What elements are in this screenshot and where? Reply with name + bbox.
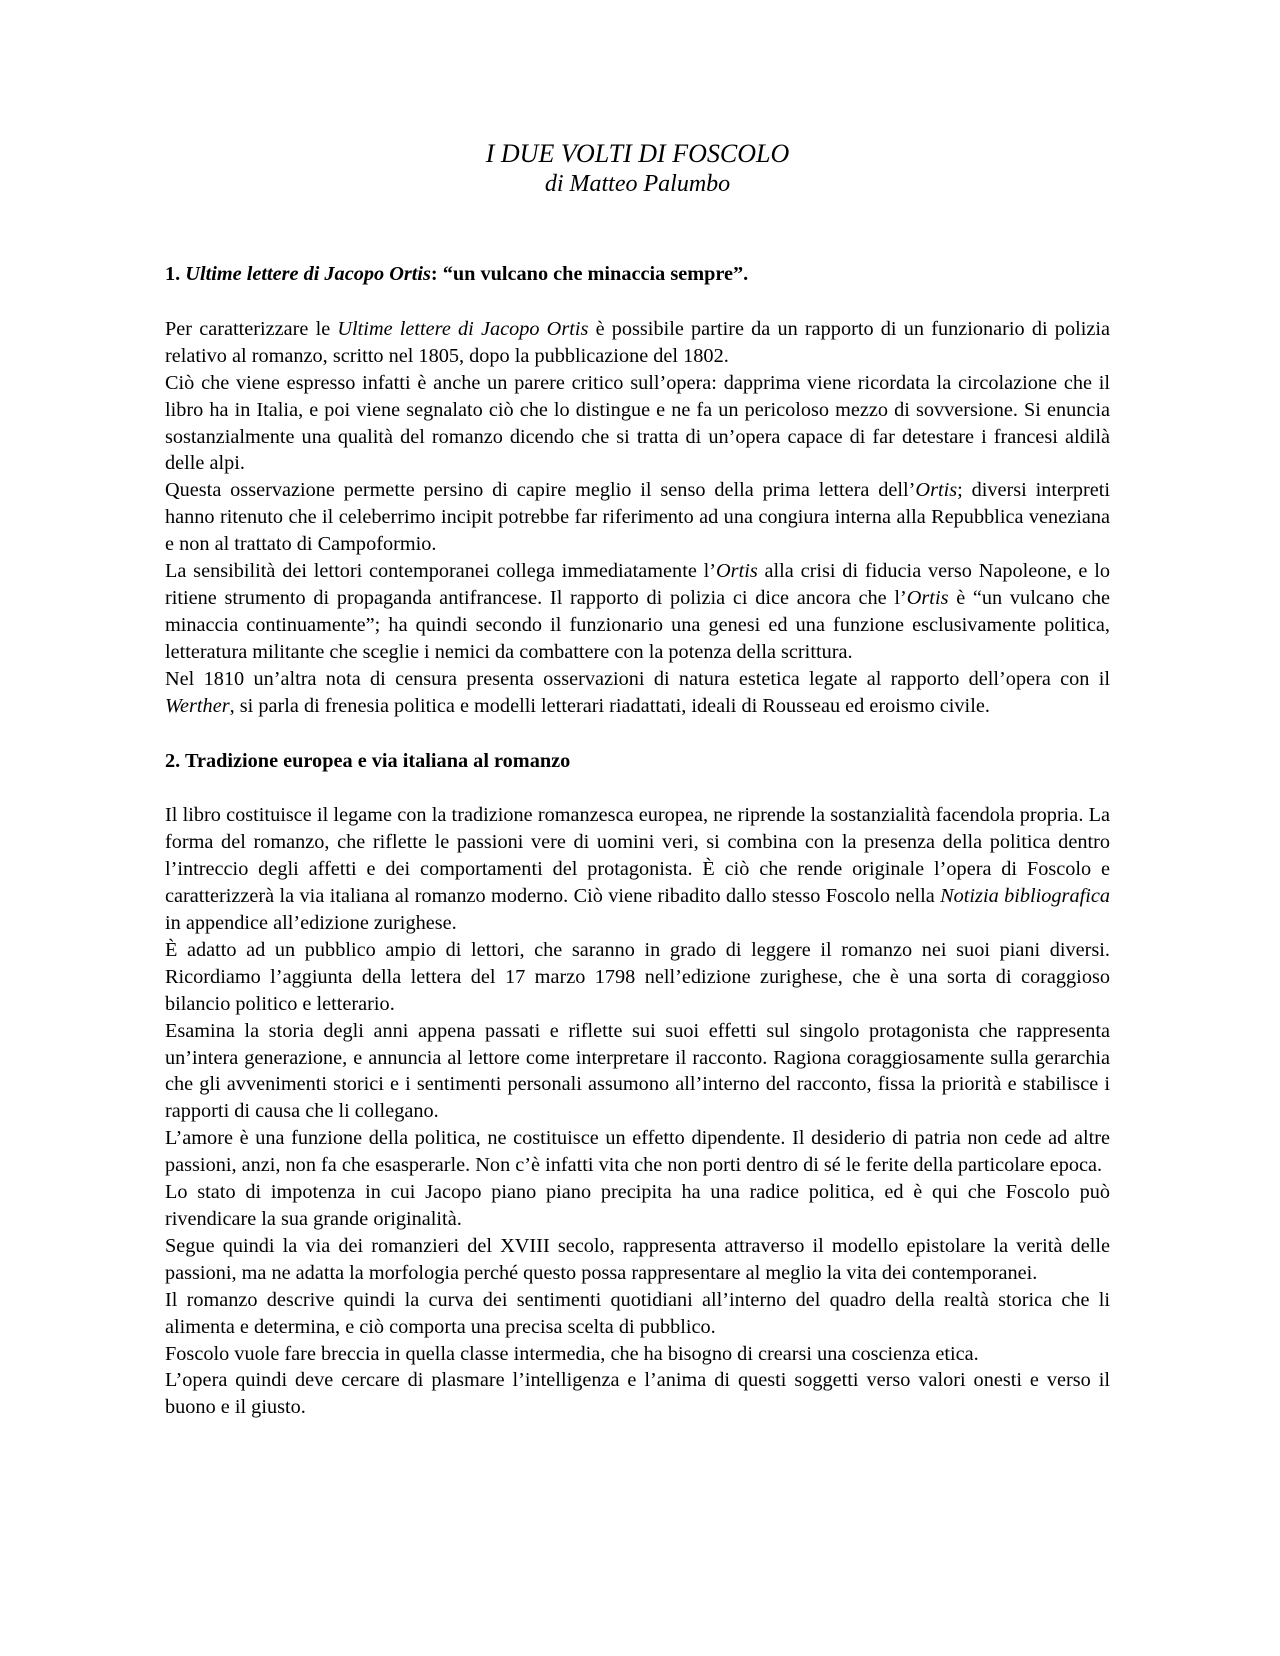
section-1-heading-title: Ultime lettere di Jacopo Ortis: [185, 263, 431, 285]
paragraph: Esamina la storia degli anni appena passati e riflette sui suoi effetti sul singolo protagonista che rappresenta un’intera generazione, e annuncia al lettore come interpretare il racconto. Ragiona coraggiosamente sulla gerarchia che gli avvenimenti storici e i sentimenti personali assumono all’interno del racconto, fissa la priorità e stabilisce i rapporti di causa che li collegano.: [165, 1019, 1110, 1123]
paragraph: Il romanzo descrive quindi la curva dei sentimenti quotidiani all’interno del quadro della realtà storica che li alimenta e determina, e ciò comporta una precisa scelta di pubblico.: [165, 1288, 1110, 1338]
paragraph: Segue quindi la via dei romanzieri del XVIII secolo, rappresenta attraverso il modello epistolare la verità delle passioni, ma ne adatta la morfologia perché questo possa rappresentare al meglio la vita dei contemporanei.: [165, 1234, 1110, 1284]
paragraph: Nel 1810 un’altra nota di censura presenta osservazioni di natura estetica legate al rapporto dell’opera con il Werther, si parla di frenesia politica e modelli letterari riadattati, ideali di Rousseau ed eroismo civile.: [165, 667, 1110, 717]
paragraph: Lo stato di impotenza in cui Jacopo piano piano precipita ha una radice politica, ed è qui che Foscolo può rivendicare la sua grande originalità.: [165, 1181, 1110, 1230]
paragraph: Il libro costituisce il legame con la tradizione romanzesca europea, ne riprende la sostanzialità facendola propria. La forma del romanzo, che riflette le passioni vere di uomini veri, si combina con la presenza della politica dentro l’intreccio degli affetti e dei comportamenti del protagonista. È ciò che rende originale l’opera di Foscolo e caratterizzerà la via italiana al romanzo moderno. Ciò viene ribadito dallo stesso Foscolo nella Notizia bibliografica in appendice all’edizione zurighese.: [165, 804, 1110, 935]
paragraph: L’amore è una funzione della politica, ne costituisce un effetto dipendente. Il desiderio di patria non cede ad altre passioni, anzi, non fa che esasperarle. Non c’è infatti vita che non porti dentro di sé le ferite della particolare epoca.: [165, 1127, 1110, 1177]
document-page: [165, 138, 1110, 1421]
paragraph: Foscolo vuole fare breccia in quella classe intermedia, che ha bisogno di crearsi una coscienza etica.: [165, 1342, 979, 1365]
document-title: I DUE VOLTI DI FOSCOLO: [485, 139, 790, 168]
section-1-heading: [165, 261, 1110, 288]
section-2-number: 2.: [165, 749, 181, 772]
document-author: di Matteo Palumbo: [544, 171, 731, 197]
paragraph: L’opera quindi deve cercare di plasmare l’intelligenza e l’anima di questi soggetti verso valori onesti e verso il buono e il giusto.: [165, 1369, 1110, 1419]
section-2-heading-title: Tradizione europea e via italiana al romanzo: [184, 749, 571, 772]
section-1-number: 1.: [165, 263, 181, 285]
paragraph: È adatto ad un pubblico ampio di lettori, che saranno in grado di leggere il romanzo nei suoi piani diversi. Ricordiamo l’aggiunta della lettera del 17 marzo 1798 nell’edizione zurighese, che è una sorta di coraggioso bilancio politico e letterario.: [165, 938, 1110, 1015]
title-block: [165, 138, 1110, 200]
paragraph: La sensibilità dei lettori contemporanei collega immediatamente l’Ortis alla crisi di fiducia verso Napoleone, e lo ritiene strumento di propaganda antifrancese. Il rapporto di polizia ci dice ancora che l’Ortis è “un vulcano che minaccia continuamente”; ha quindi secondo il funzionario una genesi ed una funzione esclusivamente politica, letteratura militante che sceglie i nemici da combattere con la potenza della scrittura.: [165, 560, 1110, 663]
section-2-body: [165, 802, 1110, 1421]
section-1-heading-rest: : “un vulcano che minaccia sempre”.: [430, 263, 749, 285]
paragraph: Per caratterizzare le Ultime lettere di Jacopo Ortis è possibile partire da un rapporto di un funzionario di polizia relativo al romanzo, scritto nel 1805, dopo la pubblicazione del 1802.: [165, 317, 1110, 367]
section-1-body: [165, 316, 1110, 720]
section-2-heading: [165, 748, 1110, 775]
paragraph: Ciò che viene espresso infatti è anche un parere critico sull’opera: dapprima viene ricordata la circolazione che il libro ha in Italia, e poi viene segnalato ciò che lo distingue e ne fa un pericoloso mezzo di sovversione. Si enuncia sostanzialmente una qualità del romanzo dicendo che si tratta di un’opera capace di far detestare i francesi aldilà delle alpi.: [165, 371, 1110, 475]
paragraph: Questa osservazione permette persino di capire meglio il senso della prima lettera dell’Ortis; diversi interpreti hanno ritenuto che il celeberrimo incipit potrebbe far riferimento ad una congiura interna alla Repubblica veneziana e non al trattato di Campoformio.: [165, 479, 1110, 556]
